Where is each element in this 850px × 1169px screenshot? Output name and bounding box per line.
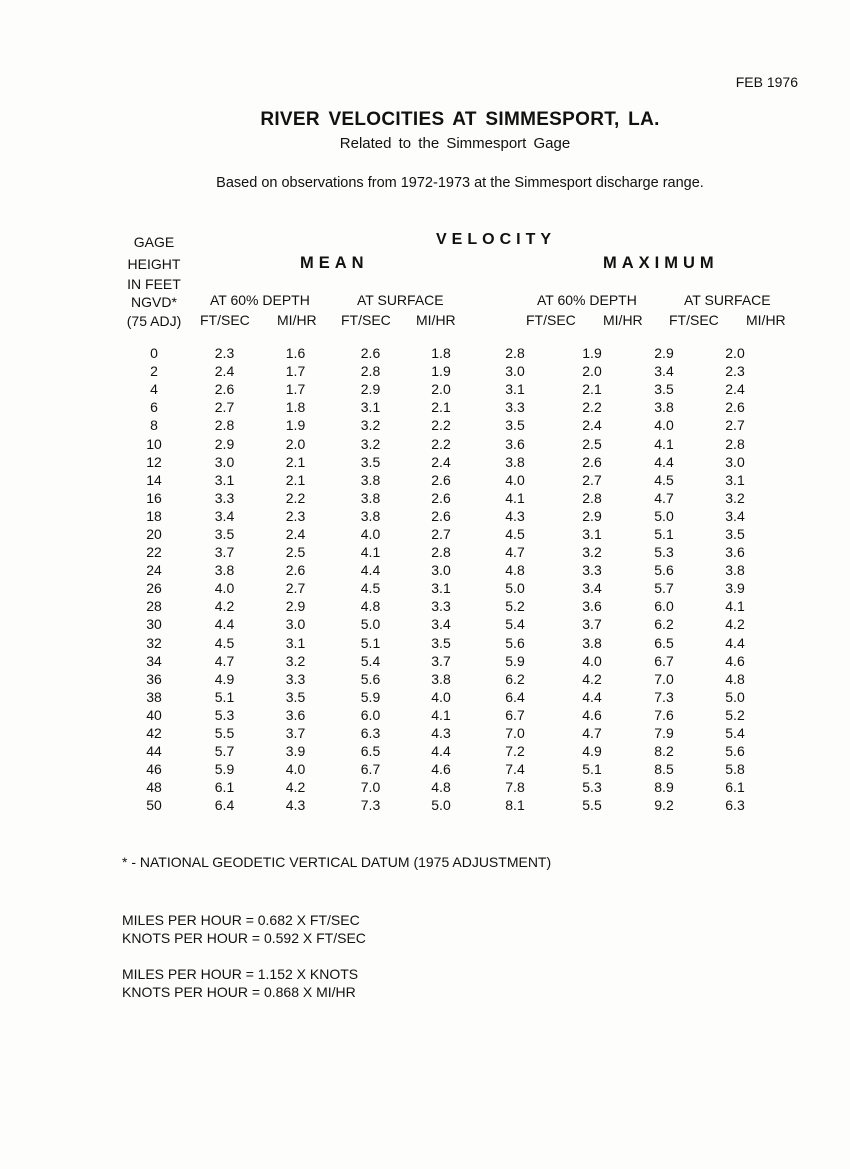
table-row <box>114 688 773 706</box>
table-row <box>114 760 773 778</box>
maximum-heading: MAXIMUM <box>603 254 719 272</box>
velocity-cell: 3.5 <box>725 525 745 542</box>
velocity-heading: VELOCITY <box>436 231 557 248</box>
table-row <box>114 398 773 416</box>
velocity-cell: 3.0 <box>725 453 745 470</box>
velocity-cell: 4.5 <box>214 634 235 651</box>
velocity-cell: 3.5 <box>505 417 525 434</box>
gage-height-cell: 40 <box>146 706 162 723</box>
velocity-cell: 2.6 <box>725 399 745 416</box>
table-row <box>114 796 773 814</box>
velocity-cell: 3.0 <box>431 562 451 579</box>
velocity-cell: 4.7 <box>654 489 674 506</box>
gage-height-cell: 6 <box>150 399 158 416</box>
gage-height-cell: 34 <box>146 652 162 669</box>
gage-height-cell: 32 <box>146 634 162 651</box>
velocity-cell: 4.4 <box>214 616 235 633</box>
gage-height-cell: 24 <box>146 562 162 579</box>
velocity-cell: 3.8 <box>505 453 525 470</box>
velocity-cell: 4.3 <box>431 725 451 742</box>
velocity-cell: 4.9 <box>582 743 602 760</box>
velocity-cell: 2.3 <box>214 345 235 362</box>
velocity-cell: 4.8 <box>505 562 525 579</box>
velocity-cell: 3.3 <box>431 598 451 615</box>
velocity-cell: 4.2 <box>582 670 602 687</box>
velocity-cell: 2.1 <box>582 381 602 398</box>
unit-mihr-3: MI/HR <box>603 312 643 328</box>
velocity-cell: 3.4 <box>582 580 602 597</box>
velocity-cell: 5.9 <box>505 652 525 669</box>
velocity-table-body <box>114 344 773 814</box>
velocity-cell: 2.0 <box>725 345 745 362</box>
velocity-cell: 3.9 <box>725 580 745 597</box>
velocity-cell: 2.8 <box>360 363 381 380</box>
velocity-cell: 6.3 <box>360 725 381 742</box>
velocity-cell: 3.8 <box>654 399 674 416</box>
observation-basis: Based on observations from 1972-1973 at the Simmesport discharge range. <box>216 175 704 191</box>
gage-height-cell: 16 <box>146 489 162 506</box>
table-row <box>114 742 773 760</box>
velocity-cell: 6.5 <box>654 634 674 651</box>
table-row <box>114 489 773 507</box>
velocity-cell: 3.2 <box>360 417 381 434</box>
velocity-cell: 3.8 <box>725 562 745 579</box>
velocity-cell: 5.3 <box>214 706 235 723</box>
velocity-cell: 2.8 <box>725 435 745 452</box>
velocity-cell: 2.8 <box>505 345 525 362</box>
velocity-cell: 4.8 <box>725 670 745 687</box>
velocity-cell: 2.7 <box>582 471 602 488</box>
velocity-cell: 4.7 <box>505 544 525 561</box>
conversion-line: MILES PER HOUR = 0.682 X FT/SEC <box>122 912 360 928</box>
gage-height-cell: 46 <box>146 761 162 778</box>
velocity-cell: 7.8 <box>505 779 525 796</box>
footnote: * - NATIONAL GEODETIC VERTICAL DATUM (1975 ADJUSTMENT) <box>122 854 552 870</box>
gage-height-cell: 44 <box>146 743 162 760</box>
velocity-cell: 5.0 <box>360 616 381 633</box>
velocity-cell: 6.5 <box>360 743 381 760</box>
gage-height-cell: 18 <box>146 507 162 524</box>
velocity-cell: 4.9 <box>214 670 235 687</box>
velocity-cell: 3.4 <box>654 363 674 380</box>
velocity-cell: 3.3 <box>285 670 306 687</box>
velocity-cell: 2.5 <box>582 435 602 452</box>
table-row <box>114 597 773 615</box>
velocity-cell: 5.1 <box>360 634 381 651</box>
velocity-cell: 4.0 <box>654 417 674 434</box>
max-surface-heading: AT SURFACE <box>684 292 771 308</box>
velocity-cell: 4.4 <box>360 562 381 579</box>
velocity-cell: 6.7 <box>654 652 674 669</box>
velocity-cell: 8.2 <box>654 743 674 760</box>
velocity-cell: 5.4 <box>725 725 745 742</box>
velocity-cell: 1.7 <box>285 381 306 398</box>
velocity-cell: 2.9 <box>285 598 306 615</box>
velocity-cell: 6.1 <box>214 779 235 796</box>
table-row <box>114 434 773 452</box>
gage-height-cell: 28 <box>146 598 162 615</box>
velocity-cell: 3.7 <box>214 544 235 561</box>
velocity-cell: 3.1 <box>582 525 602 542</box>
velocity-cell: 5.6 <box>725 743 745 760</box>
velocity-cell: 5.6 <box>505 634 525 651</box>
velocity-cell: 2.2 <box>285 489 306 506</box>
conversion-line: KNOTS PER HOUR = 0.592 X FT/SEC <box>122 930 366 946</box>
velocity-cell: 2.9 <box>654 345 674 362</box>
table-row <box>114 362 773 380</box>
velocity-cell: 3.2 <box>582 544 602 561</box>
velocity-cell: 2.0 <box>431 381 451 398</box>
velocity-cell: 4.6 <box>431 761 451 778</box>
velocity-cell: 2.1 <box>285 453 306 470</box>
velocity-cell: 2.6 <box>431 489 451 506</box>
velocity-cell: 3.1 <box>360 399 381 416</box>
velocity-cell: 7.0 <box>360 779 381 796</box>
velocity-cell: 2.6 <box>214 381 235 398</box>
table-row <box>114 615 773 633</box>
table-row <box>114 670 773 688</box>
velocity-cell: 4.0 <box>214 580 235 597</box>
velocity-cell: 5.5 <box>582 797 602 814</box>
velocity-cell: 5.4 <box>505 616 525 633</box>
table-row <box>114 579 773 597</box>
mean-depth60-heading: AT 60% DEPTH <box>210 292 310 308</box>
velocity-cell: 4.6 <box>582 706 602 723</box>
velocity-cell: 2.4 <box>214 363 235 380</box>
velocity-cell: 4.3 <box>285 797 306 814</box>
velocity-cell: 5.3 <box>582 779 602 796</box>
velocity-cell: 3.1 <box>431 580 451 597</box>
gage-height-cell: 20 <box>146 525 162 542</box>
velocity-cell: 4.0 <box>360 525 381 542</box>
gage-height-cell: 48 <box>146 779 162 796</box>
gage-height-cell: 12 <box>146 453 162 470</box>
velocity-cell: 3.3 <box>505 399 525 416</box>
velocity-cell: 4.2 <box>214 598 235 615</box>
gage-header-line-5: (75 ADJ) <box>126 313 182 329</box>
velocity-cell: 3.7 <box>582 616 602 633</box>
table-row <box>114 525 773 543</box>
velocity-cell: 3.0 <box>505 363 525 380</box>
velocity-cell: 6.3 <box>725 797 745 814</box>
velocity-cell: 6.1 <box>725 779 745 796</box>
velocity-cell: 5.0 <box>431 797 451 814</box>
mean-surface-heading: AT SURFACE <box>357 292 444 308</box>
table-row <box>114 543 773 561</box>
velocity-cell: 6.2 <box>654 616 674 633</box>
velocity-cell: 3.6 <box>505 435 525 452</box>
velocity-cell: 3.8 <box>360 471 381 488</box>
velocity-cell: 4.5 <box>654 471 674 488</box>
velocity-cell: 1.7 <box>285 363 306 380</box>
velocity-cell: 6.4 <box>214 797 235 814</box>
velocity-cell: 4.7 <box>582 725 602 742</box>
velocity-cell: 3.4 <box>431 616 451 633</box>
velocity-cell: 7.4 <box>505 761 525 778</box>
velocity-cell: 2.5 <box>285 544 306 561</box>
velocity-cell: 3.1 <box>214 471 235 488</box>
velocity-cell: 4.5 <box>505 525 525 542</box>
gage-height-cell: 26 <box>146 580 162 597</box>
table-row <box>114 706 773 724</box>
velocity-cell: 3.5 <box>431 634 451 651</box>
conversion-line: MILES PER HOUR = 1.152 X KNOTS <box>122 966 359 982</box>
velocity-cell: 5.9 <box>360 688 381 705</box>
table-row <box>114 416 773 434</box>
velocity-cell: 2.2 <box>582 399 602 416</box>
velocity-cell: 3.1 <box>285 634 306 651</box>
velocity-cell: 5.1 <box>214 688 235 705</box>
gage-header-line-1: GAGE <box>133 234 175 250</box>
velocity-cell: 3.8 <box>360 507 381 524</box>
velocity-cell: 4.1 <box>431 706 451 723</box>
table-row <box>114 778 773 796</box>
table-row <box>114 652 773 670</box>
unit-ftsec-1: FT/SEC <box>200 312 250 328</box>
gage-height-cell: 2 <box>150 363 158 380</box>
velocity-cell: 2.6 <box>431 471 451 488</box>
velocity-cell: 4.1 <box>360 544 381 561</box>
velocity-cell: 5.1 <box>582 761 602 778</box>
velocity-cell: 3.9 <box>285 743 306 760</box>
velocity-cell: 3.1 <box>505 381 525 398</box>
velocity-cell: 5.7 <box>654 580 674 597</box>
velocity-cell: 2.7 <box>431 525 451 542</box>
velocity-cell: 7.0 <box>654 670 674 687</box>
velocity-cell: 2.6 <box>285 562 306 579</box>
velocity-cell: 2.7 <box>725 417 745 434</box>
velocity-cell: 2.4 <box>431 453 451 470</box>
gage-height-cell: 10 <box>146 435 162 452</box>
velocity-cell: 4.5 <box>360 580 381 597</box>
velocity-cell: 2.8 <box>214 417 235 434</box>
velocity-cell: 3.5 <box>214 525 235 542</box>
gage-header-line-4: NGVD* <box>131 294 177 310</box>
velocity-cell: 3.8 <box>360 489 381 506</box>
page-title: RIVER VELOCITIES AT SIMMESPORT, LA. <box>260 109 660 130</box>
table-row <box>114 380 773 398</box>
unit-ftsec-2: FT/SEC <box>341 312 391 328</box>
velocity-cell: 3.5 <box>285 688 306 705</box>
velocity-cell: 1.6 <box>285 345 306 362</box>
velocity-cell: 2.8 <box>431 544 451 561</box>
velocity-cell: 1.9 <box>431 363 451 380</box>
unit-mihr-1: MI/HR <box>277 312 317 328</box>
velocity-cell: 7.0 <box>505 725 525 742</box>
velocity-cell: 3.1 <box>725 471 745 488</box>
velocity-cell: 4.4 <box>725 634 745 651</box>
velocity-cell: 2.2 <box>431 417 451 434</box>
velocity-cell: 2.1 <box>431 399 451 416</box>
velocity-cell: 3.6 <box>285 706 306 723</box>
velocity-cell: 3.2 <box>360 435 381 452</box>
velocity-cell: 6.4 <box>505 688 525 705</box>
velocity-cell: 9.2 <box>654 797 674 814</box>
velocity-cell: 5.5 <box>214 725 235 742</box>
velocity-cell: 2.0 <box>285 435 306 452</box>
velocity-cell: 6.2 <box>505 670 525 687</box>
velocity-cell: 2.3 <box>725 363 745 380</box>
max-depth60-heading: AT 60% DEPTH <box>537 292 637 308</box>
velocity-cell: 5.2 <box>725 706 745 723</box>
gage-height-cell: 42 <box>146 725 162 742</box>
velocity-cell: 1.9 <box>285 417 306 434</box>
velocity-cell: 4.4 <box>654 453 674 470</box>
velocity-cell: 3.2 <box>725 489 745 506</box>
velocity-cell: 4.0 <box>285 761 306 778</box>
velocity-cell: 2.6 <box>582 453 602 470</box>
table-row <box>114 634 773 652</box>
velocity-cell: 5.6 <box>654 562 674 579</box>
velocity-cell: 8.1 <box>505 797 525 814</box>
velocity-cell: 3.7 <box>431 652 451 669</box>
velocity-cell: 7.9 <box>654 725 674 742</box>
velocity-cell: 3.8 <box>582 634 602 651</box>
velocity-cell: 3.7 <box>285 725 306 742</box>
velocity-cell: 2.6 <box>431 507 451 524</box>
velocity-cell: 3.5 <box>360 453 381 470</box>
velocity-cell: 4.4 <box>582 688 602 705</box>
gage-height-cell: 4 <box>150 381 158 398</box>
velocity-cell: 2.8 <box>582 489 602 506</box>
document-date: FEB 1976 <box>735 74 798 90</box>
velocity-cell: 2.1 <box>285 471 306 488</box>
velocity-cell: 4.3 <box>505 507 525 524</box>
velocity-cell: 2.9 <box>360 381 381 398</box>
velocity-cell: 5.0 <box>654 507 674 524</box>
velocity-cell: 4.0 <box>505 471 525 488</box>
velocity-cell: 7.3 <box>654 688 674 705</box>
velocity-cell: 5.9 <box>214 761 235 778</box>
gage-height-cell: 8 <box>150 417 158 434</box>
velocity-cell: 5.1 <box>654 525 674 542</box>
gage-height-cell: 38 <box>146 688 162 705</box>
velocity-cell: 2.4 <box>582 417 602 434</box>
gage-height-cell: 36 <box>146 670 162 687</box>
velocity-cell: 5.6 <box>360 670 381 687</box>
velocity-cell: 2.9 <box>582 507 602 524</box>
velocity-cell: 4.0 <box>431 688 451 705</box>
velocity-cell: 6.0 <box>360 706 381 723</box>
table-row <box>114 724 773 742</box>
table-row <box>114 507 773 525</box>
unit-mihr-4: MI/HR <box>746 312 786 328</box>
velocity-cell: 4.2 <box>725 616 745 633</box>
velocity-cell: 4.8 <box>360 598 381 615</box>
velocity-table <box>114 344 773 814</box>
velocity-cell: 4.0 <box>582 652 602 669</box>
velocity-cell: 2.2 <box>431 435 451 452</box>
unit-mihr-2: MI/HR <box>416 312 456 328</box>
gage-height-cell: 0 <box>150 345 158 362</box>
table-row <box>114 471 773 489</box>
velocity-cell: 2.9 <box>214 435 235 452</box>
velocity-cell: 2.4 <box>725 381 745 398</box>
velocity-cell: 3.0 <box>285 616 306 633</box>
velocity-cell: 4.4 <box>431 743 451 760</box>
gage-header-line-2: HEIGHT <box>127 256 181 272</box>
conversion-line: KNOTS PER HOUR = 0.868 X MI/HR <box>122 984 356 1000</box>
velocity-cell: 4.6 <box>725 652 745 669</box>
velocity-cell: 4.1 <box>505 489 525 506</box>
velocity-cell: 8.5 <box>654 761 674 778</box>
velocity-cell: 3.2 <box>285 652 306 669</box>
velocity-cell: 2.7 <box>285 580 306 597</box>
unit-ftsec-4: FT/SEC <box>669 312 719 328</box>
table-row <box>114 453 773 471</box>
velocity-cell: 4.7 <box>214 652 235 669</box>
velocity-cell: 7.6 <box>654 706 674 723</box>
velocity-cell: 2.7 <box>214 399 235 416</box>
velocity-cell: 5.0 <box>725 688 745 705</box>
velocity-cell: 4.8 <box>431 779 451 796</box>
velocity-cell: 5.4 <box>360 652 381 669</box>
gage-height-cell: 14 <box>146 471 162 488</box>
velocity-cell: 1.8 <box>285 399 306 416</box>
velocity-cell: 3.3 <box>582 562 602 579</box>
gage-height-cell: 30 <box>146 616 162 633</box>
velocity-cell: 6.7 <box>505 706 525 723</box>
velocity-cell: 5.2 <box>505 598 525 615</box>
velocity-cell: 3.6 <box>725 544 745 561</box>
velocity-cell: 3.3 <box>214 489 235 506</box>
velocity-cell: 3.4 <box>725 507 745 524</box>
velocity-cell: 1.9 <box>582 345 602 362</box>
velocity-cell: 2.0 <box>582 363 602 380</box>
velocity-cell: 5.0 <box>505 580 525 597</box>
gage-header-line-3: IN FEET <box>127 276 181 292</box>
velocity-cell: 7.3 <box>360 797 381 814</box>
page-subtitle: Related to the Simmesport Gage <box>339 135 571 152</box>
mean-heading: MEAN <box>300 254 369 272</box>
velocity-cell: 3.6 <box>582 598 602 615</box>
velocity-cell: 2.3 <box>285 507 306 524</box>
velocity-cell: 3.8 <box>214 562 235 579</box>
unit-ftsec-3: FT/SEC <box>526 312 576 328</box>
velocity-cell: 2.4 <box>285 525 306 542</box>
table-row <box>114 561 773 579</box>
velocity-cell: 8.9 <box>654 779 674 796</box>
velocity-cell: 5.3 <box>654 544 674 561</box>
velocity-cell: 4.1 <box>725 598 745 615</box>
gage-height-cell: 50 <box>146 797 162 814</box>
velocity-cell: 6.0 <box>654 598 674 615</box>
velocity-cell: 5.7 <box>214 743 235 760</box>
velocity-cell: 4.2 <box>285 779 306 796</box>
velocity-cell: 3.8 <box>431 670 451 687</box>
table-row <box>114 344 773 362</box>
velocity-cell: 5.8 <box>725 761 745 778</box>
velocity-cell: 3.5 <box>654 381 674 398</box>
velocity-cell: 2.6 <box>360 345 381 362</box>
velocity-cell: 1.8 <box>431 345 451 362</box>
gage-height-cell: 22 <box>146 544 162 561</box>
velocity-cell: 6.7 <box>360 761 381 778</box>
velocity-cell: 3.4 <box>214 507 235 524</box>
velocity-cell: 7.2 <box>505 743 525 760</box>
velocity-cell: 3.0 <box>214 453 235 470</box>
velocity-cell: 4.1 <box>654 435 674 452</box>
